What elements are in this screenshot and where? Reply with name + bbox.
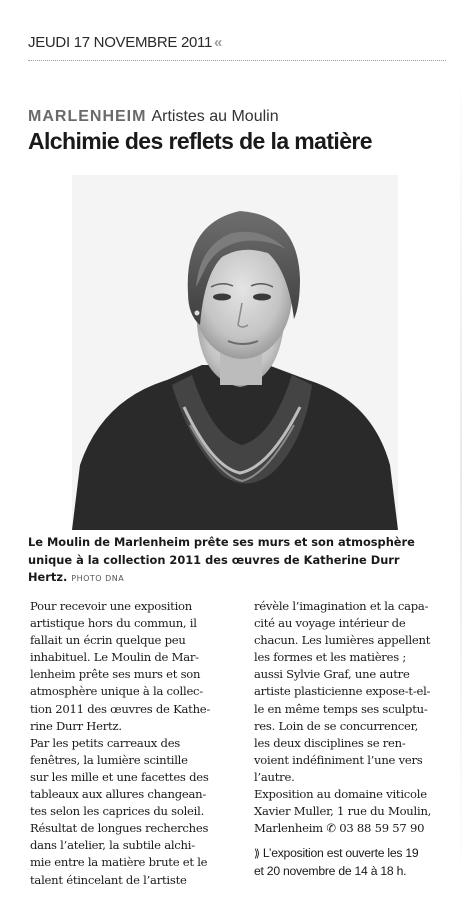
- text-line: Résultat de longues recherches: [30, 821, 209, 836]
- text-line: sur les mille et une facettes des: [30, 769, 209, 784]
- caption-line-1: Le Moulin de Marlenheim prête ses murs et son atmosphère: [28, 535, 415, 549]
- dateline: [28, 34, 448, 51]
- text-line: dans l’atelier, la subtile alchi-: [30, 838, 195, 853]
- text-line: rine Durr Hertz.: [30, 718, 122, 733]
- text-line: les deux disciplines se ren-: [254, 735, 406, 750]
- top-divider: [28, 60, 446, 61]
- kicker-subject: Artistes au Moulin: [151, 108, 279, 125]
- scan-edge: [460, 60, 462, 890]
- text-line: mie entre la matière brute et le: [30, 855, 208, 870]
- info-line-2: et 20 novembre de 14 à 18 h.: [254, 864, 407, 879]
- text-line: fallait un écrin quelque peu: [30, 633, 186, 648]
- text-line: Pour recevoir une exposition: [30, 599, 192, 613]
- text-line: Exposition au domaine viticole: [254, 787, 427, 802]
- text-line: Xavier Muller, 1 rue du Moulin,: [254, 804, 432, 819]
- text-line: atmosphère unique à la collec-: [30, 684, 203, 699]
- text-line: révèle l’imagination et la capa-: [254, 599, 429, 613]
- caption-line-2: unique à la collection 2011 des œuvres de Katherine Durr: [28, 552, 400, 567]
- article-paragraph: [254, 598, 459, 786]
- text-line: tion 2011 des œuvres de Kathe-: [30, 701, 211, 716]
- text-line: aussi Sylvie Graf, une autre: [254, 667, 410, 682]
- text-line: fenêtres, la lumière scintille: [30, 752, 188, 767]
- headline: Alchimie des reflets de la matière: [28, 128, 372, 154]
- text-line: artiste plasticienne expose-t-el-: [254, 684, 431, 699]
- text-line: lenheim prête ses murs et son: [30, 667, 201, 682]
- text-line: talent étincelant de l’artiste: [30, 872, 187, 887]
- kicker-place: MARLENHEIM: [28, 108, 147, 125]
- text-line: l’autre.: [254, 769, 295, 784]
- text-line: chacun. Les lumières appellent: [254, 633, 431, 648]
- text-line: tableaux aux allures changean-: [30, 787, 207, 802]
- text-line: cité au voyage intérieur de: [254, 616, 406, 631]
- text-line: inhabituel. Le Moulin de Mar-: [30, 650, 199, 665]
- text-line: le en même temps ses sculptu-: [254, 701, 428, 716]
- text-line: artistique hors du commun, il: [30, 616, 197, 631]
- text-line: Par les petits carreaux des: [30, 735, 181, 750]
- article-column-right: [254, 598, 459, 880]
- text-line: les formes et les matières ;: [254, 650, 406, 665]
- caption-line-3: Hertz.: [28, 570, 68, 584]
- article-paragraph: [30, 598, 235, 735]
- article-paragraph: [254, 786, 459, 837]
- exhibition-info: [254, 845, 459, 880]
- portrait-photo: [72, 175, 398, 530]
- photo-caption: [28, 534, 458, 588]
- text-line: Marlenheim ✆ 03 88 59 57 90: [254, 821, 425, 836]
- info-line-1: L’exposition est ouverte les 19: [262, 846, 419, 861]
- portrait-photo-icon: [72, 175, 398, 530]
- dateline-mark: «: [214, 34, 223, 51]
- kicker: [28, 108, 279, 126]
- text-line: [254, 845, 459, 863]
- article-paragraph: [30, 735, 235, 889]
- text-line: res. Loin de se concurrencer,: [254, 718, 419, 733]
- arrow-icon: ⟫: [254, 848, 260, 861]
- text-line: voient indéfiniment l’une vers: [254, 752, 423, 767]
- dateline-date: JEUDI 17 NOVEMBRE 2011: [28, 34, 213, 51]
- photo-credit: PHOTO DNA: [71, 574, 125, 583]
- article-column-left: [30, 598, 235, 889]
- text-line: tes selon les caprices du soleil.: [30, 804, 205, 819]
